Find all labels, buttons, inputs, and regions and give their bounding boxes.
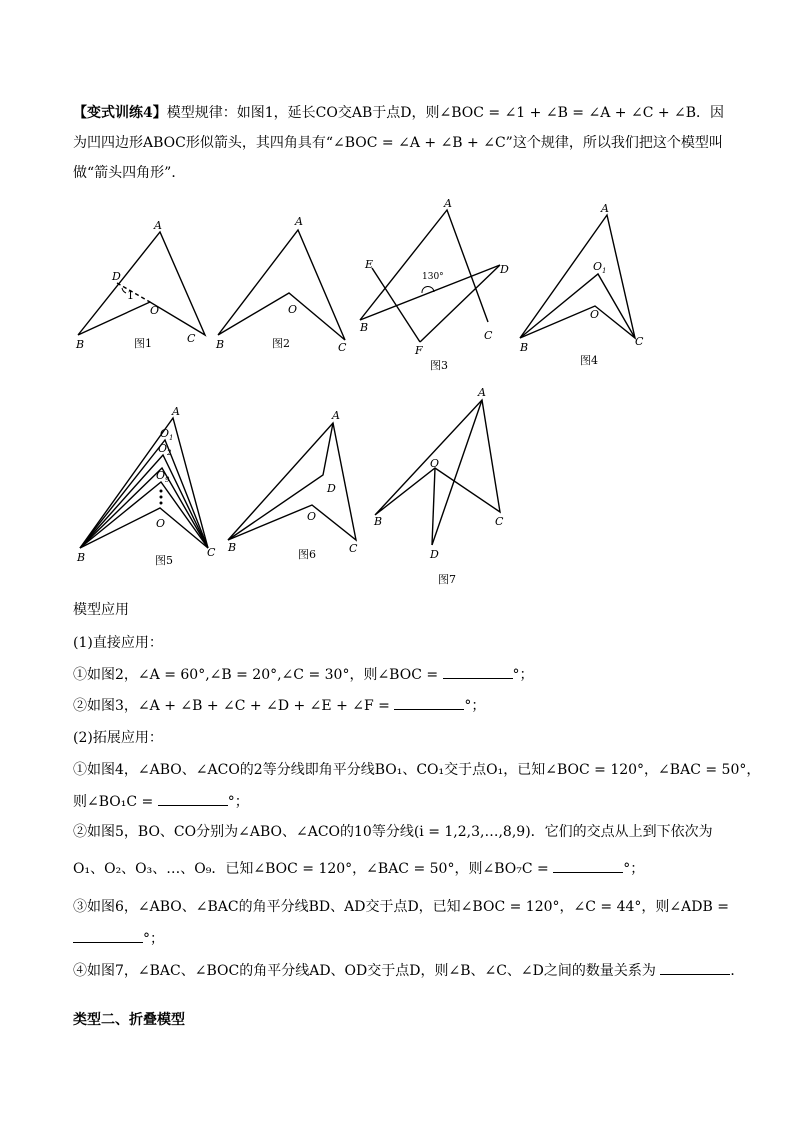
fig2-label-B: B	[216, 338, 225, 351]
fig5-label-A: A	[172, 405, 180, 418]
question-2-2b	[73, 858, 644, 879]
fig5-label-O2: O	[158, 442, 168, 455]
fig4-label-B: B	[520, 341, 529, 354]
intro-heading: 【变式训练4】	[73, 105, 167, 121]
q2-2-unit: °；	[623, 861, 645, 877]
fig7-label-C: C	[495, 515, 504, 528]
fig1-label-C: C	[187, 332, 196, 345]
q1-2-answer-blank[interactable]	[394, 695, 464, 710]
fig3-label-E: E	[365, 258, 374, 271]
fig7-label-D: D	[430, 548, 439, 561]
question-2-2a: ②如图5，BO、CO分别为∠ABO、∠ACO的10等分线(i = 1,2,3,…,8,9)．它们的交点从上到下依次为	[73, 824, 713, 840]
q1-2-unit: °；	[464, 698, 486, 714]
fig4-label-O: O	[590, 308, 600, 321]
q2-3-answer-blank[interactable]	[73, 928, 143, 943]
fig6-label-C: C	[349, 542, 358, 555]
fig3-label-C: C	[484, 329, 493, 342]
fig7-caption: 图7	[438, 573, 456, 586]
fig3-label-D: D	[500, 263, 509, 276]
fig6-caption: 图6	[298, 548, 316, 561]
fig5-label-O1-sub: 1	[169, 434, 174, 442]
fig5-label-B: B	[77, 551, 86, 564]
fig4-label-O1: O	[593, 260, 603, 273]
fig7-label-B: B	[374, 515, 383, 528]
fig6-label-B: B	[228, 541, 237, 554]
fig4-label-O1-sub: 1	[602, 267, 607, 275]
fig2-caption: 图2	[272, 337, 290, 350]
figure-4	[520, 215, 635, 338]
fig3-label-A: A	[444, 197, 452, 210]
fig5-label-C: C	[207, 546, 216, 559]
fig6-label-O: O	[307, 510, 317, 523]
figure-1	[78, 232, 205, 335]
fig1-label-1: 1	[127, 289, 134, 302]
fig5-label-O: O	[156, 517, 166, 530]
part2-title: (2)拓展应用：	[73, 730, 163, 746]
question-2-4	[73, 960, 744, 981]
q2-1-text: 则∠BO₁C =	[73, 794, 154, 810]
q2-1-unit: °；	[227, 794, 249, 810]
fig3-label-F: F	[415, 344, 423, 357]
fig5-label-O9: O	[156, 469, 166, 482]
q1-1-text: ①如图2，∠A = 60°,∠B = 20°,∠C = 30°，则∠BOC =	[73, 667, 439, 683]
fig4-caption: 图4	[580, 354, 598, 367]
q2-4-text: ④如图7，∠BAC、∠BOC的角平分线AD、OD交于点D，则∠B、∠C、∠D之间的数量关系为	[73, 963, 656, 979]
fig5-caption: 图5	[155, 554, 173, 567]
fig6-label-D: D	[327, 482, 336, 495]
question-2-1a: ①如图4，∠ABO、∠ACO的2等分线即角平分线BO₁、CO₁交于点O₁，已知∠BOC = 120°，∠BAC = 50°，	[73, 762, 761, 778]
fig4-label-C: C	[635, 335, 644, 348]
figure-2	[218, 230, 345, 340]
fig7-label-O: O	[430, 457, 440, 470]
fig1-label-D: D	[112, 270, 121, 283]
fig5-label-O1: O	[160, 427, 170, 440]
fig2-label-C: C	[338, 341, 347, 354]
fig3-label-B: B	[360, 321, 369, 334]
fig3-caption: 图3	[430, 359, 448, 372]
q2-2-answer-blank[interactable]	[553, 858, 623, 873]
figure-5	[80, 418, 208, 548]
q1-1-unit: °；	[512, 667, 534, 683]
q2-1-answer-blank[interactable]	[158, 791, 228, 806]
intro-text: 模型规律：如图1，延长CO交AB于点D，则∠BOC = ∠1 + ∠B = ∠A + ∠C + ∠B．因为凹四边形ABOC形似箭头，其四角具有“∠BOC = ∠A + ∠B + ∠C”这个规律，所以我们把这个模型叫做“箭头四角形”．	[73, 105, 725, 181]
q2-2-text: O₁、O₂、O₃、…、O₉．已知∠BOC = 120°，∠BAC = 50°，则∠BO₇C =	[73, 861, 549, 877]
question-2-3a: ③如图6，∠ABO、∠BAC的角平分线BD、AD交于点D，已知∠BOC = 120°，∠C = 44°，则∠ADB =	[73, 899, 729, 915]
fig5-label-O9-sub: 9	[165, 476, 170, 484]
fig1-label-A: A	[154, 219, 162, 232]
fig2-label-O: O	[288, 303, 298, 316]
figure-7	[375, 400, 500, 545]
q2-4-answer-blank[interactable]	[660, 960, 730, 975]
fig5-label-O2-sub: 2	[167, 449, 172, 457]
question-2-1b	[73, 791, 249, 812]
fig7-label-A: A	[478, 386, 486, 399]
fig2-label-A: A	[295, 215, 303, 228]
question-1-1	[73, 664, 534, 685]
part1-title: (1)直接应用：	[73, 635, 163, 651]
fig4-label-A: A	[601, 202, 609, 215]
fig1-caption: 图1	[134, 337, 152, 350]
question-1-2	[73, 695, 485, 716]
q1-1-answer-blank[interactable]	[443, 664, 513, 679]
figure-6	[228, 423, 356, 540]
footer-title: 类型二、折叠模型	[73, 1012, 185, 1028]
fig6-label-A: A	[332, 409, 340, 422]
fig1-label-O: O	[150, 304, 160, 317]
fig3-angle-label: 130°	[422, 272, 444, 282]
question-2-3b	[73, 928, 164, 949]
q1-2-text: ②如图3，∠A + ∠B + ∠C + ∠D + ∠E + ∠F =	[73, 698, 390, 714]
q2-3-unit: °；	[143, 931, 164, 947]
fig1-label-B: B	[76, 338, 85, 351]
section-title: 模型应用	[73, 602, 129, 618]
q2-4-unit: ．	[730, 963, 745, 979]
